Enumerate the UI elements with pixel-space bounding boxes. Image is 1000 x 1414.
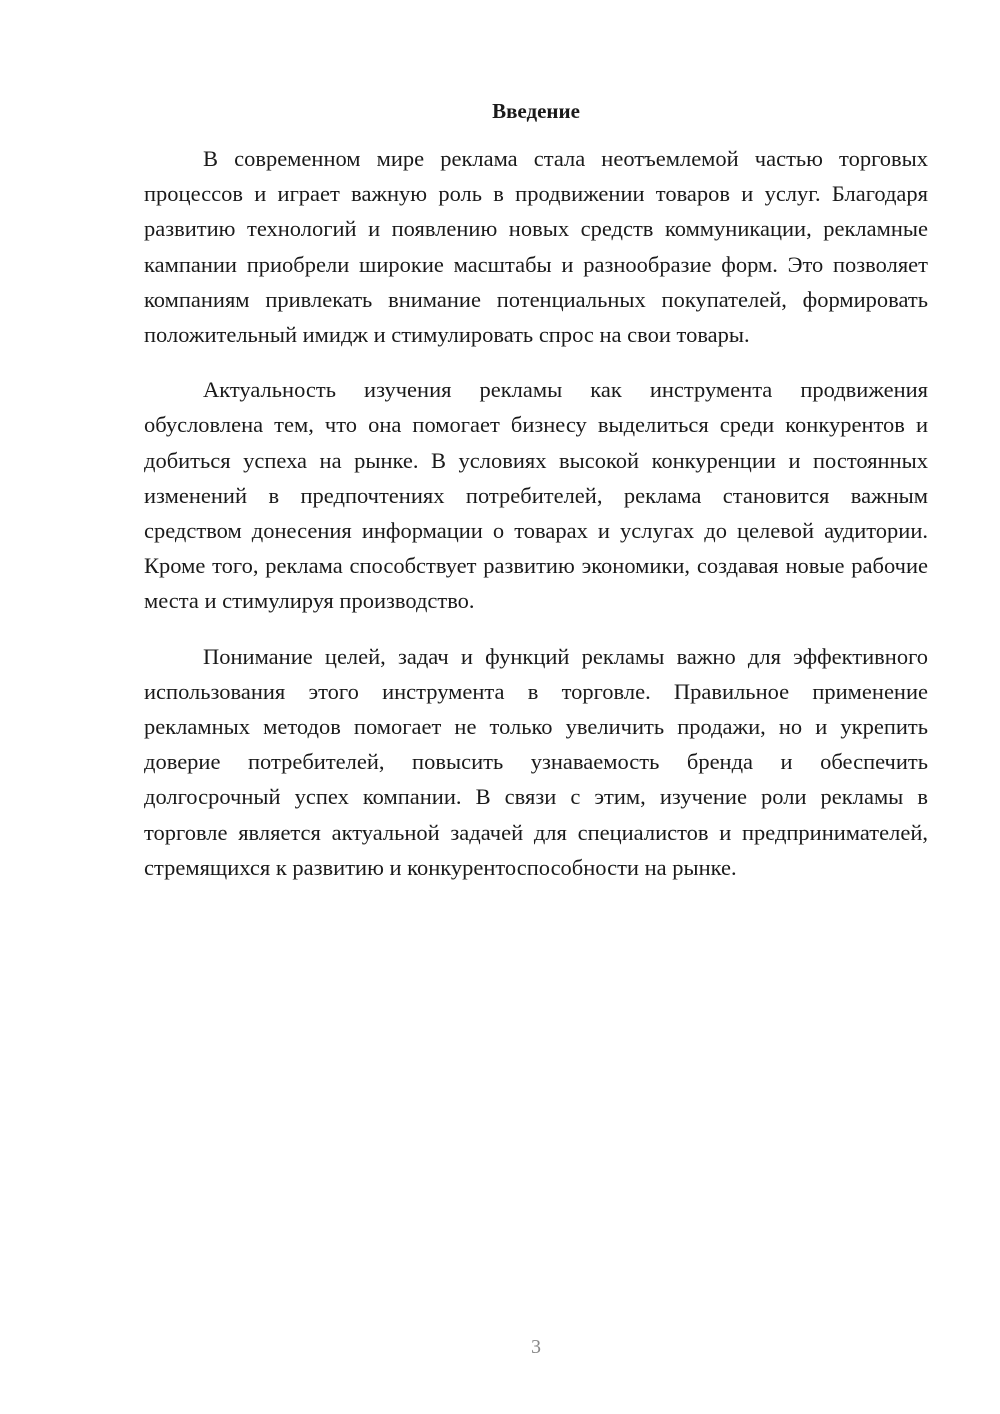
section-heading: Введение	[492, 99, 580, 123]
paragraph-understanding: Понимание целей, задач и функций рекламы важно для эффективного использования этого инструмента в торговле. Правильное применение рекламных методов помогает не только увеличить продажи, но и укрепить доверие потребителей, повысить узнаваемость бренда и обеспечить долгосрочный успех компании. В связи с этим, изучение роли рекламы в торговле является актуальной задачей для специалистов и предпринимателей, стремящихся к развитию и конкурентоспособности на рынке.	[144, 643, 928, 880]
paragraph-intro: В современном мире реклама стала неотъемлемой частью торговых процессов и играет важную роль в продвижении товаров и услуг. Благодаря развитию технологий и появлению новых средств коммуникации, рекламные кампании приобрели широкие масштабы и разнообразие форм. Это позволяет компаниям привлекать внимание потенциальных покупателей, формировать положительный имидж и стимулировать спрос на свои товары.	[144, 146, 928, 348]
page-number: 3	[531, 1336, 541, 1358]
paragraph-relevance: Актуальность изучения рекламы как инструмента продвижения обусловлена тем, что она помогает бизнесу выделиться среди конкурентов и добиться успеха на рынке. В условиях высокой конкуренции и постоянных изменений в предпочтениях потребителей, реклама становится важным средством донесения информации о товарах и услугах до целевой аудитории. Кроме того, реклама способствует развитию экономики, создавая новые рабочие места и стимулируя производство.	[144, 377, 928, 614]
body-text	[144, 141, 928, 885]
